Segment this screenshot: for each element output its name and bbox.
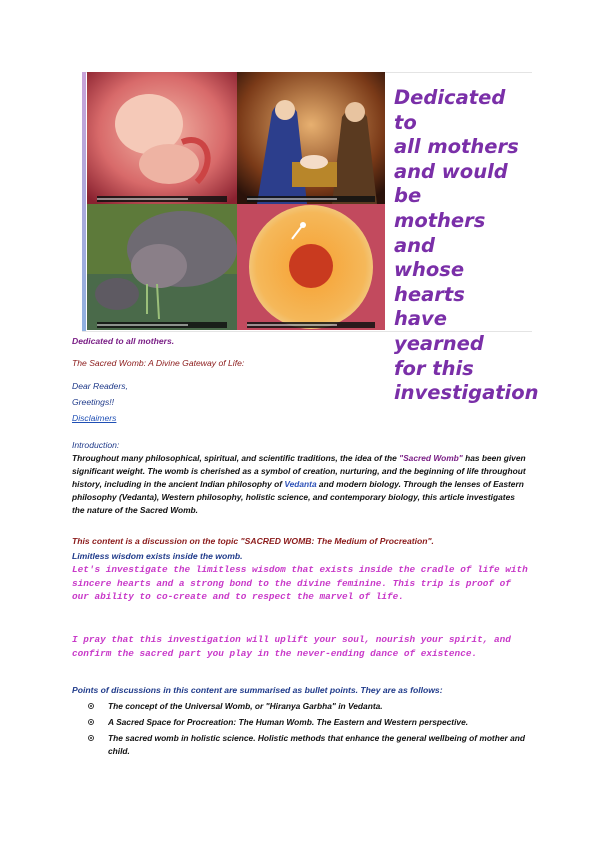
bullet-icon bbox=[88, 735, 94, 741]
introduction-paragraph bbox=[72, 452, 527, 517]
ovum-image bbox=[237, 204, 385, 330]
list-item bbox=[88, 700, 528, 713]
banner-line: Dedicated to bbox=[394, 86, 506, 134]
image-collage bbox=[87, 72, 385, 330]
disclaimers-link[interactable]: Disclaimers bbox=[72, 413, 117, 423]
list-item-text: The sacred womb in holistic science. Holistic methods that enhance the general wellbeing of mother and child. bbox=[108, 733, 525, 756]
intro-text: and modern biology. Through the lenses of Eastern philosophy (Vedanta), Western philosophy, holistic science, and contemporary biology, this article investigates the nature of the Sacred Womb. bbox=[72, 479, 524, 516]
greetings-text: Greetings!! bbox=[72, 397, 115, 407]
salutation: Dear Readers, bbox=[72, 381, 128, 391]
intro-text: has been given significant weight. The womb is cherished as a symbol of creation, nurturing, and the beginning of life throughout history, including in the ancient Indian philosophy of bbox=[72, 453, 526, 490]
fetus-image bbox=[87, 72, 237, 204]
bullet-icon bbox=[88, 719, 94, 725]
nativity-image bbox=[237, 72, 385, 204]
banner-line: and would be bbox=[394, 159, 508, 208]
bullet-icon bbox=[88, 703, 94, 709]
banner-bottom-rule bbox=[82, 331, 532, 332]
banner-line: whose hearts bbox=[394, 258, 465, 306]
banner-line: have yearned bbox=[394, 307, 484, 355]
intro-text: Throughout many philosophical, spiritual, and scientific traditions, the idea of the bbox=[72, 453, 400, 463]
banner-line: for this bbox=[394, 356, 474, 380]
list-item bbox=[88, 716, 528, 729]
banner-line: investigation bbox=[394, 381, 539, 405]
topic-line: This content is a discussion on the topic "SACRED WOMB: The Medium of Procreation". bbox=[72, 536, 434, 546]
invocation-paragraph-1: Let's investigate the limitless wisdom that exists inside the cradle of life with sincere hearts and a strong bond to the divine feminine. This trip is proof of our ability to co-create and to respect the marvel of life. bbox=[72, 564, 528, 603]
banner-line: mothers and bbox=[394, 208, 486, 257]
hippo-image bbox=[87, 204, 237, 330]
list-item-text: A Sacred Space for Procreation: The Human Womb. The Eastern and Western perspective. bbox=[108, 717, 469, 727]
banner-line: all mothers bbox=[394, 135, 519, 159]
vedanta-term: Vedanta bbox=[284, 479, 317, 490]
list-item bbox=[88, 732, 528, 758]
subtitle: The Sacred Womb: A Divine Gateway of Life: bbox=[72, 358, 245, 368]
invocation-paragraph-2: I pray that this investigation will uplift your soul, nourish your spirit, and confirm the sacred part you play in the never-ending dance of existence. bbox=[72, 634, 511, 659]
wisdom-line: Limitless wisdom exists inside the womb. bbox=[72, 551, 243, 561]
banner-dedication-text bbox=[394, 86, 539, 406]
introduction-heading: Introduction: bbox=[72, 440, 120, 450]
discussion-points-list bbox=[88, 700, 528, 761]
dedication-line: Dedicated to all mothers. bbox=[72, 336, 175, 346]
list-item-text: The concept of the Universal Womb, or "Hiranya Garbha" in Vedanta. bbox=[108, 701, 383, 711]
banner-left-edge bbox=[82, 72, 86, 332]
sacred-womb-term: "Sacred Womb" bbox=[399, 453, 463, 463]
points-intro: Points of discussions in this content are summarised as bullet points. They are as follows: bbox=[72, 685, 443, 695]
